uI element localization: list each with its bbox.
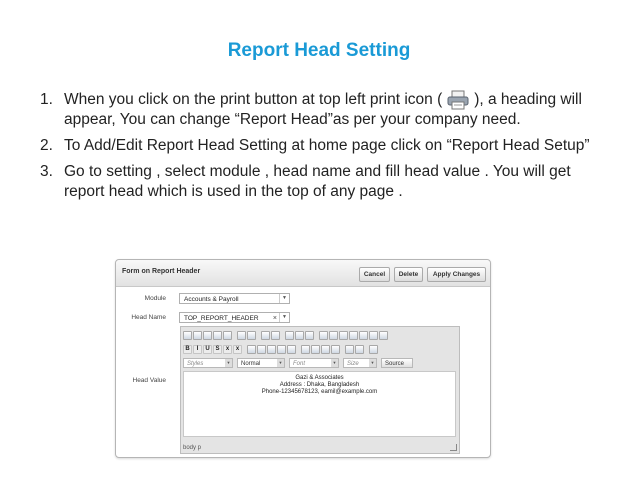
outdent-icon[interactable] — [267, 345, 276, 354]
format-combo[interactable]: Normal ▼ — [237, 358, 285, 368]
indent-icon[interactable] — [277, 345, 286, 354]
redo-icon[interactable] — [271, 331, 280, 340]
module-select[interactable]: Accounts & Payroll ▼ — [179, 293, 290, 304]
list-item — [40, 136, 610, 156]
size-combo[interactable]: Size ▼ — [343, 358, 377, 368]
editor-toolbar-2 — [183, 344, 378, 356]
editor-content[interactable] — [183, 371, 456, 437]
chevron-down-icon: ▼ — [332, 360, 337, 365]
select-all-icon[interactable] — [305, 331, 314, 340]
chevron-down-icon: ▼ — [279, 294, 289, 303]
company-name: Gazi & Associates — [295, 375, 344, 381]
page-title: Report Head Setting — [227, 40, 411, 61]
list-item — [40, 162, 610, 202]
blockquote-icon[interactable] — [287, 345, 296, 354]
report-header-form — [115, 259, 491, 458]
align-justify-icon[interactable] — [331, 345, 340, 354]
bold-icon[interactable]: B — [183, 345, 192, 354]
cut-icon[interactable] — [183, 331, 192, 340]
apply-changes-button[interactable]: Apply Changes — [427, 267, 486, 282]
printer-icon — [446, 90, 470, 110]
chevron-down-icon: ▼ — [370, 360, 375, 365]
company-contact: Phone-12345678123, eamil@example.com — [261, 389, 378, 395]
source-button[interactable]: Source — [381, 358, 413, 368]
steps-list — [40, 90, 610, 208]
spellcheck-icon[interactable] — [247, 331, 256, 340]
form-header — [116, 260, 490, 287]
chevron-down-icon: ▼ — [278, 360, 283, 365]
editor-toolbar-3 — [183, 358, 457, 368]
chevron-down-icon: ▼ — [226, 360, 231, 365]
maximize-icon[interactable] — [369, 345, 378, 354]
step-number: 3. — [40, 163, 53, 181]
editor-toolbar-1 — [183, 330, 388, 342]
step-text: ), a heading will appear, You can change “Report Head”as per your company need. — [64, 91, 582, 129]
copy-icon[interactable] — [193, 331, 202, 340]
underline-icon[interactable]: U — [203, 345, 212, 354]
font-combo[interactable]: Font ▼ — [289, 358, 339, 368]
module-label: Module — [144, 295, 166, 302]
delete-button[interactable]: Delete — [394, 267, 423, 282]
head-name-label: Head Name — [131, 314, 166, 321]
clear-icon[interactable]: × — [272, 315, 277, 322]
head-name-select[interactable]: TOP_REPORT_HEADER × ▼ — [179, 312, 290, 323]
find-icon[interactable] — [285, 331, 294, 340]
bulleted-list-icon[interactable] — [257, 345, 266, 354]
page-break-icon[interactable] — [379, 331, 388, 340]
replace-icon[interactable] — [295, 331, 304, 340]
resize-handle-icon[interactable] — [450, 444, 457, 451]
paste-word-icon[interactable] — [223, 331, 232, 340]
numbered-list-icon[interactable] — [247, 345, 256, 354]
italic-icon[interactable]: I — [193, 345, 202, 354]
step-text: When you click on the print button at top left print icon ( — [64, 91, 443, 109]
paste-icon[interactable] — [203, 331, 212, 340]
horizontal-rule-icon[interactable] — [349, 331, 358, 340]
step-number: 1. — [40, 91, 53, 108]
head-value-label: Head Value — [132, 377, 166, 384]
print-icon[interactable] — [237, 331, 246, 340]
editor-status-path: body p — [183, 445, 202, 451]
step-text: Go to setting , select module , head name and fill head value . You will get report head which is used in the top of any page . — [64, 163, 571, 201]
align-left-icon[interactable] — [301, 345, 310, 354]
align-center-icon[interactable] — [311, 345, 320, 354]
superscript-icon[interactable]: x — [233, 345, 242, 354]
special-char-icon[interactable] — [369, 331, 378, 340]
undo-icon[interactable] — [261, 331, 270, 340]
align-right-icon[interactable] — [321, 345, 330, 354]
subscript-icon[interactable]: x — [223, 345, 232, 354]
styles-combo[interactable]: Styles ▼ — [183, 358, 233, 368]
cancel-button[interactable]: Cancel — [359, 267, 390, 282]
step-number: 2. — [40, 137, 53, 155]
list-item — [40, 90, 610, 130]
bg-color-icon[interactable] — [355, 345, 364, 354]
rich-text-editor — [180, 326, 460, 454]
company-address: Address : Dhaka, Bangladesh — [279, 382, 360, 388]
strike-icon[interactable]: S — [213, 345, 222, 354]
chevron-down-icon: ▼ — [279, 313, 289, 322]
flash-icon[interactable] — [329, 331, 338, 340]
table-icon[interactable] — [339, 331, 348, 340]
form-title: Form on Report Header — [122, 268, 201, 275]
step-text: To Add/Edit Report Head Setting at home page click on “Report Head Setup” — [64, 137, 590, 155]
smiley-icon[interactable] — [359, 331, 368, 340]
image-icon[interactable] — [319, 331, 328, 340]
paste-text-icon[interactable] — [213, 331, 222, 340]
text-color-icon[interactable] — [345, 345, 354, 354]
